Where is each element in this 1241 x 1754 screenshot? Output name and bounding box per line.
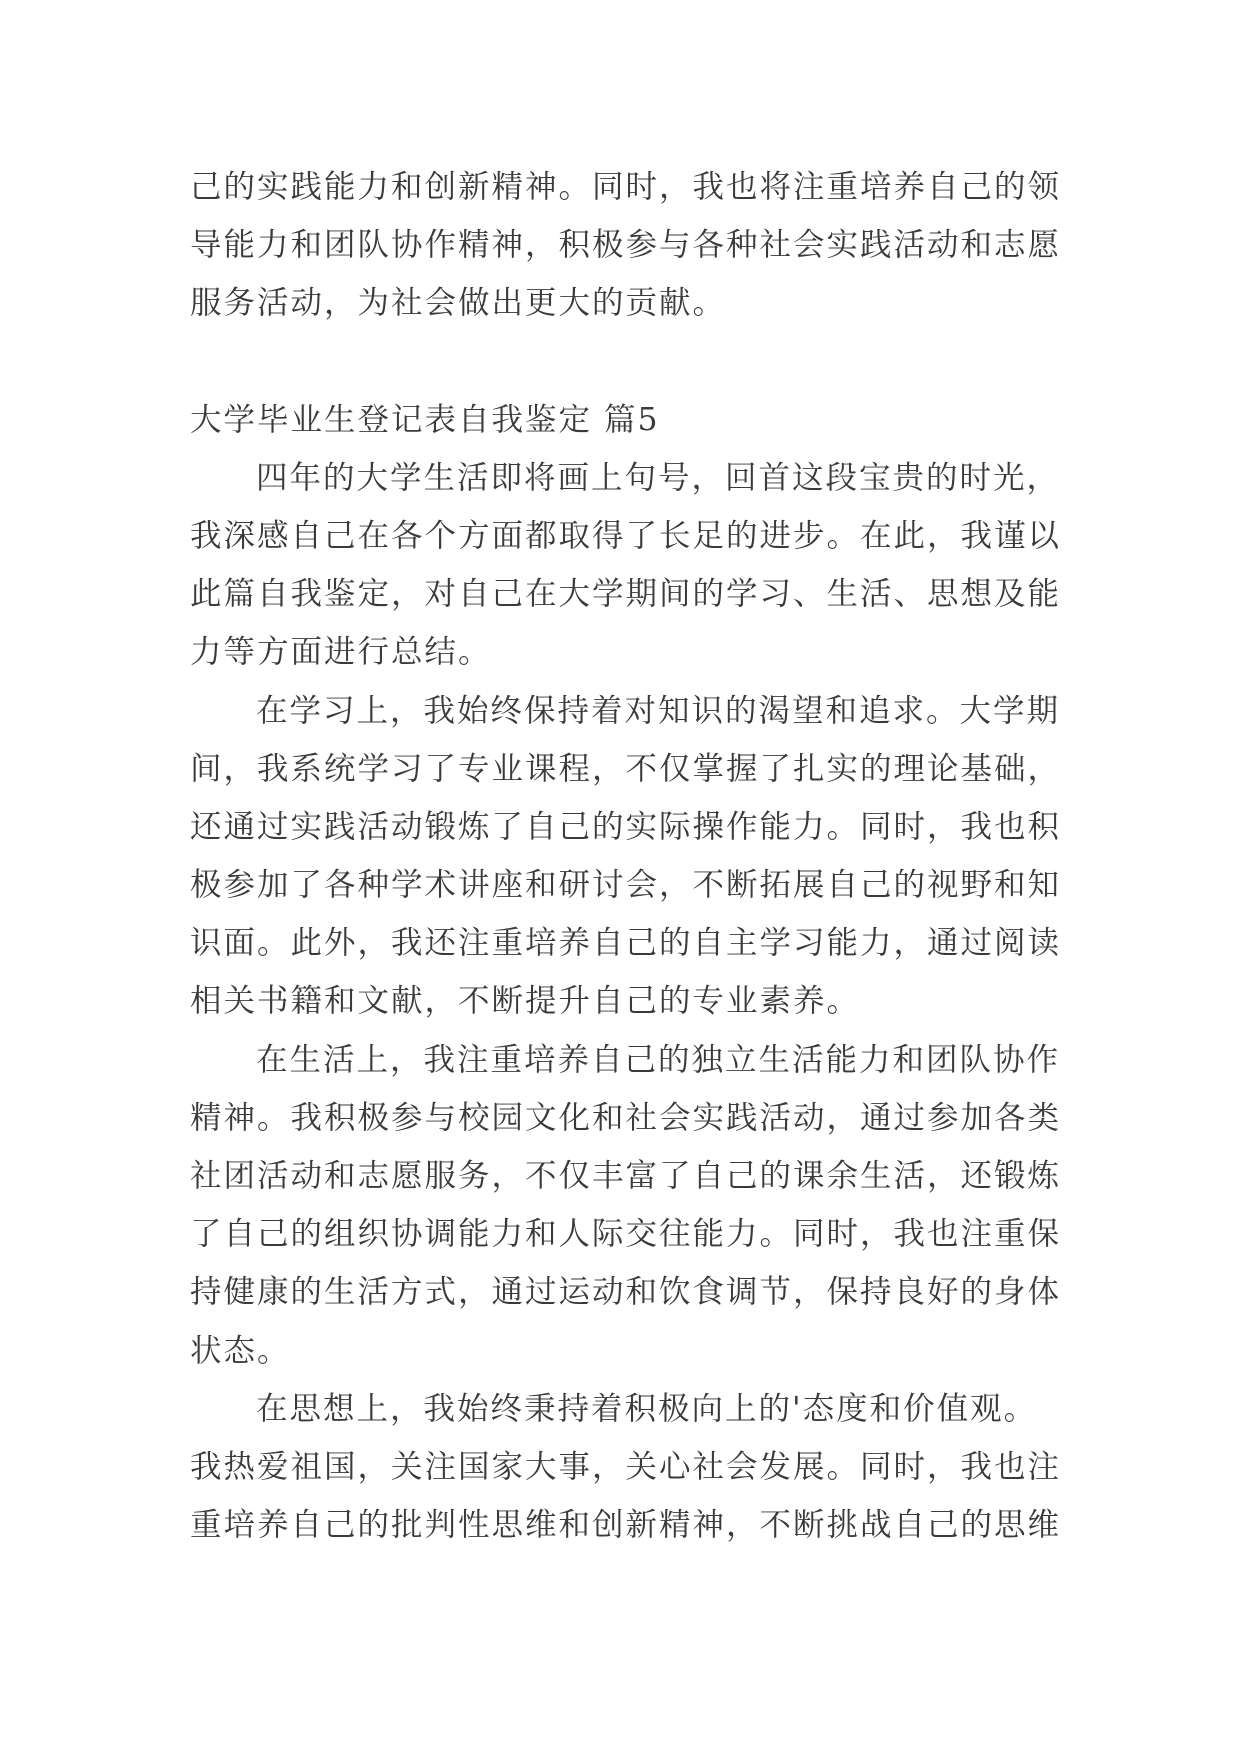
text-line: 我深感自己在各个方面都取得了长足的进步。在此，我谨以 bbox=[190, 517, 1062, 554]
text-line: 了自己的组织协调能力和人际交往能力。同时，我也注重保 bbox=[190, 1216, 1062, 1253]
text-line: 重培养自己的批判性思维和创新精神，不断挑战自己的思维 bbox=[190, 1507, 1062, 1544]
text-line: 我热爱祖国，关注国家大事，关心社会发展。同时，我也注 bbox=[190, 1448, 1062, 1485]
text-line: 间，我系统学习了专业课程，不仅掌握了扎实的理论基础， bbox=[190, 750, 1062, 787]
text-line: 四年的大学生活即将画上句号，回首这段宝贵的时光， bbox=[256, 459, 1061, 496]
text-line: 服务活动，为社会做出更大的贡献。 bbox=[190, 285, 727, 322]
text-line: 此篇自我鉴定，对自己在大学期间的学习、生活、思想及能 bbox=[190, 576, 1062, 613]
document-body bbox=[190, 158, 1070, 1554]
text-line: 精神。我积极参与校园文化和社会实践活动，通过参加各类 bbox=[190, 1099, 1062, 1136]
text-line: 力等方面进行总结。 bbox=[190, 634, 492, 671]
section-heading: 大学毕业生登记表自我鉴定 篇5 bbox=[190, 401, 660, 438]
text-line: 在思想上，我始终秉持着积极向上的'态度和价值观。 bbox=[256, 1390, 1038, 1427]
text-line: 在生活上，我注重培养自己的独立生活能力和团队协作 bbox=[256, 1041, 1061, 1078]
text-line: 识面。此外，我还注重培养自己的自主学习能力，通过阅读 bbox=[190, 925, 1062, 962]
text-line: 还通过实践活动锻炼了自己的实际操作能力。同时，我也积 bbox=[190, 808, 1062, 845]
text-line: 极参加了各种学术讲座和研讨会，不断拓展自己的视野和知 bbox=[190, 867, 1062, 904]
text-line: 相关书籍和文献，不断提升自己的专业素养。 bbox=[190, 983, 861, 1020]
text-line: 在学习上，我始终保持着对知识的渴望和追求。大学期 bbox=[256, 692, 1061, 729]
paragraph-gap bbox=[190, 333, 1070, 391]
text-line: 导能力和团队协作精神，积极参与各种社会实践活动和志愿 bbox=[190, 227, 1062, 264]
text-line: 己的实践能力和创新精神。同时，我也将注重培养自己的领 bbox=[190, 169, 1062, 205]
text-line: 持健康的生活方式，通过运动和饮食调节，保持良好的身体 bbox=[190, 1274, 1062, 1311]
text-line: 状态。 bbox=[190, 1332, 291, 1369]
text-line: 社团活动和志愿服务，不仅丰富了自己的课余生活，还锻炼 bbox=[190, 1158, 1062, 1194]
